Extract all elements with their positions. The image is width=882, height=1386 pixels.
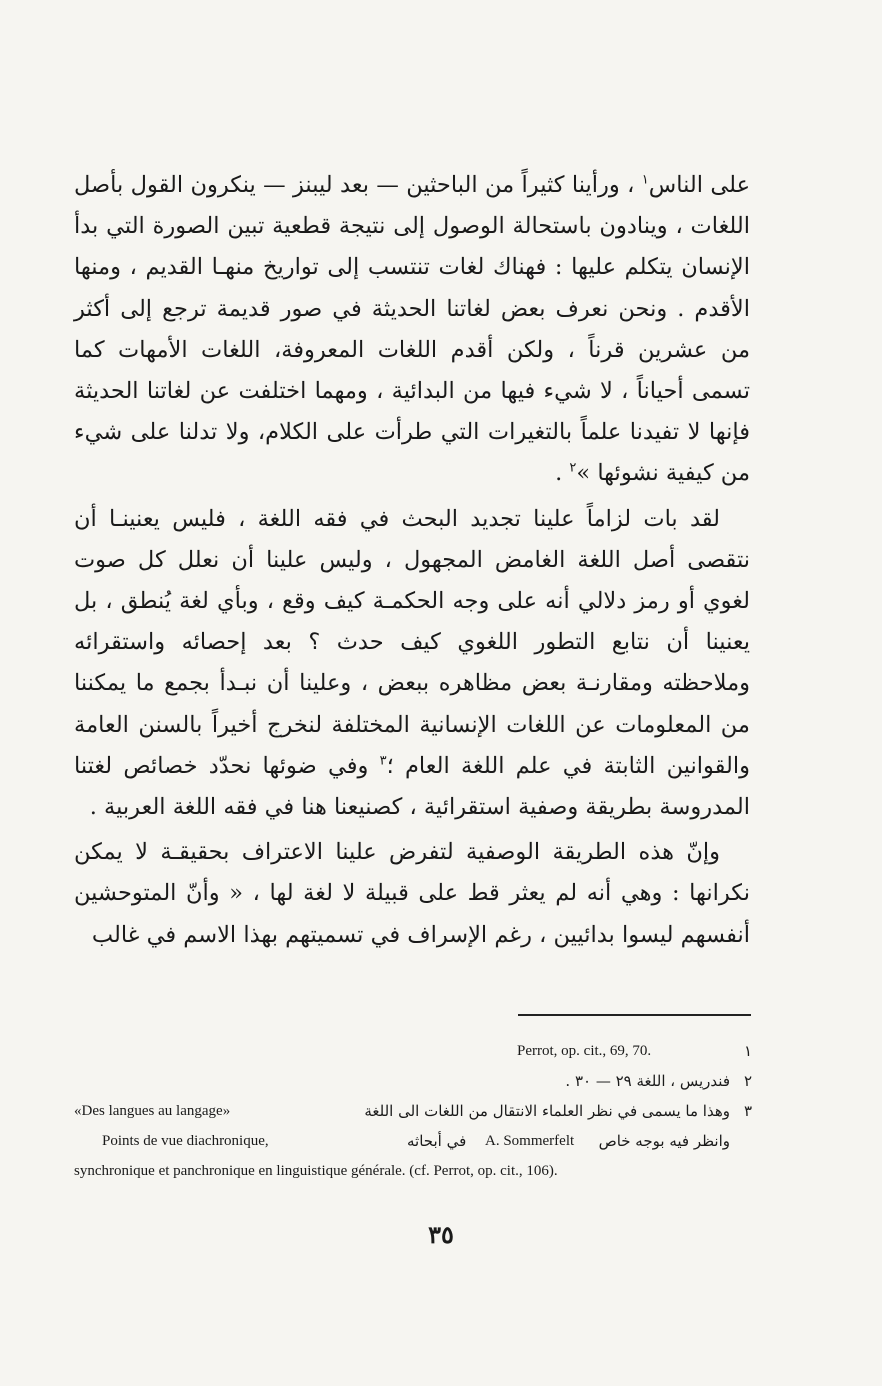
paragraph-1 bbox=[74, 165, 750, 495]
footnote-3-citation: synchronique et panchronique en linguistique générale. (cf. Perrot, op. cit., 106). bbox=[74, 1163, 558, 1179]
footnote-3-points-de-vue: Points de vue diachronique, bbox=[102, 1133, 269, 1149]
footnote-separator bbox=[518, 1014, 751, 1016]
footnote-3-line-3 bbox=[74, 1156, 752, 1186]
paragraph-2-rest: وفي ضوئها نحدّد خصائص لغتنا المدروسة بطريقة وصفية استقرائية ، كصنيعنا هنا في فقه اللغة العربية . bbox=[74, 752, 750, 821]
paragraph-3-text: وإنّ هذه الطريقة الوصفية لتفرض علينا الاعتراف بحقيقـة لا يمكن نكرانها : وهي أنه لم يعثر قط على قبيلة لا لغة لها ، « وأنّ المتوحشين أنفسهم ليسوا بدائيين ، رغم الإسراف في تسميتهم بهذا الاسم في غالب bbox=[74, 839, 750, 948]
footnote-ref-2: ٢ bbox=[569, 460, 577, 476]
paragraph-2-text: لقد بات لزاماً علينا تجديد البحث في فقه اللغة ، فليس يعنينـا أن نتقصى أصل اللغة الغامض المجهول ، وليس علينا أن نعلل كل صوت لغوي أو رمز دلالي أنه على وجه الحكمـة كيف وقع ، وبأي لغة يُنطق ، بل يعنينا أن نتابع التطور اللغوي كيف حدث ؟ بعد إحصائه واستقرائه وملاحظته ومقارنـة بعض مظاهره ببعض ، وعلينا أن نبـدأ بجمع ما يمكننا من المعلومات عن اللغات الإنسانية المختلفة لنخرج أخيراً بالسنن العامة والقوانين الثابتة في علم اللغة العام ؛ bbox=[74, 505, 751, 779]
footnote-3-number: ٣ bbox=[743, 1102, 752, 1120]
footnote-3-author: A. Sommerfelt bbox=[485, 1133, 575, 1149]
footnote-ref-1: ١ bbox=[641, 172, 649, 188]
footnote-1 bbox=[74, 1036, 752, 1066]
footnote-2-text: فندريس ، اللغة ٢٩ — ٣٠ . bbox=[565, 1072, 730, 1090]
footnote-ref-3: ٣ bbox=[379, 753, 387, 769]
paragraph-1-text: ، ورأينا كثيراً من الباحثين — بعد ليبنز — ينكرون القول بأصل اللغات ، وينادون باستحالة الوصول إلى نتيجة قطعية تبين الصورة التي بدأ الإنسان يتكلم عليها : فهناك لغات تنتسب إلى تواريخ منهـا القديم ، ومنها الأقدم . ونحن نعرف بعض لغاتنا الحديثة في صور قديمة ترجع إلى أكثر من عشرين قرناً ، ولكن أقدم اللغات المعروفة، اللغات الأمهات كما تسمى أحياناً ، لا شيء فيها من البدائية ، ومهما اختلفت عن لغاتنا الحديثة فإنها لا تفيدنا علماً بالتغيرات التي طرأت على الكلام، ولا تدلنا على شيء من كيفية نشوئها » bbox=[74, 172, 750, 487]
footnote-3-in-his-research: في أبحاثه bbox=[407, 1132, 467, 1150]
footnote-2 bbox=[74, 1066, 752, 1096]
footnote-1-text: Perrot, op. cit., 69, 70. bbox=[517, 1043, 652, 1059]
paragraph-1-start: على الناس bbox=[648, 172, 750, 198]
footnote-1-number: ١ bbox=[743, 1042, 752, 1060]
footnote-3-line-2 bbox=[74, 1126, 752, 1156]
paragraph-1-end: . bbox=[555, 460, 570, 487]
paragraph-2 bbox=[74, 499, 750, 829]
footnote-3-see-especially: وانظر فيه بوجه خاص bbox=[598, 1132, 730, 1150]
main-text bbox=[74, 165, 750, 956]
page-number: ٣٥ bbox=[428, 1220, 454, 1249]
footnote-3-arabic-text: وهذا ما يسمى في نظر العلماء الانتقال من اللغات الى اللغة bbox=[364, 1102, 730, 1120]
footnotes bbox=[74, 1036, 752, 1186]
footnote-2-number: ٢ bbox=[743, 1072, 752, 1090]
footnote-3 bbox=[74, 1096, 752, 1126]
paragraph-3 bbox=[74, 832, 750, 956]
footnote-3-french-title: «Des langues au langage» bbox=[74, 1103, 231, 1119]
